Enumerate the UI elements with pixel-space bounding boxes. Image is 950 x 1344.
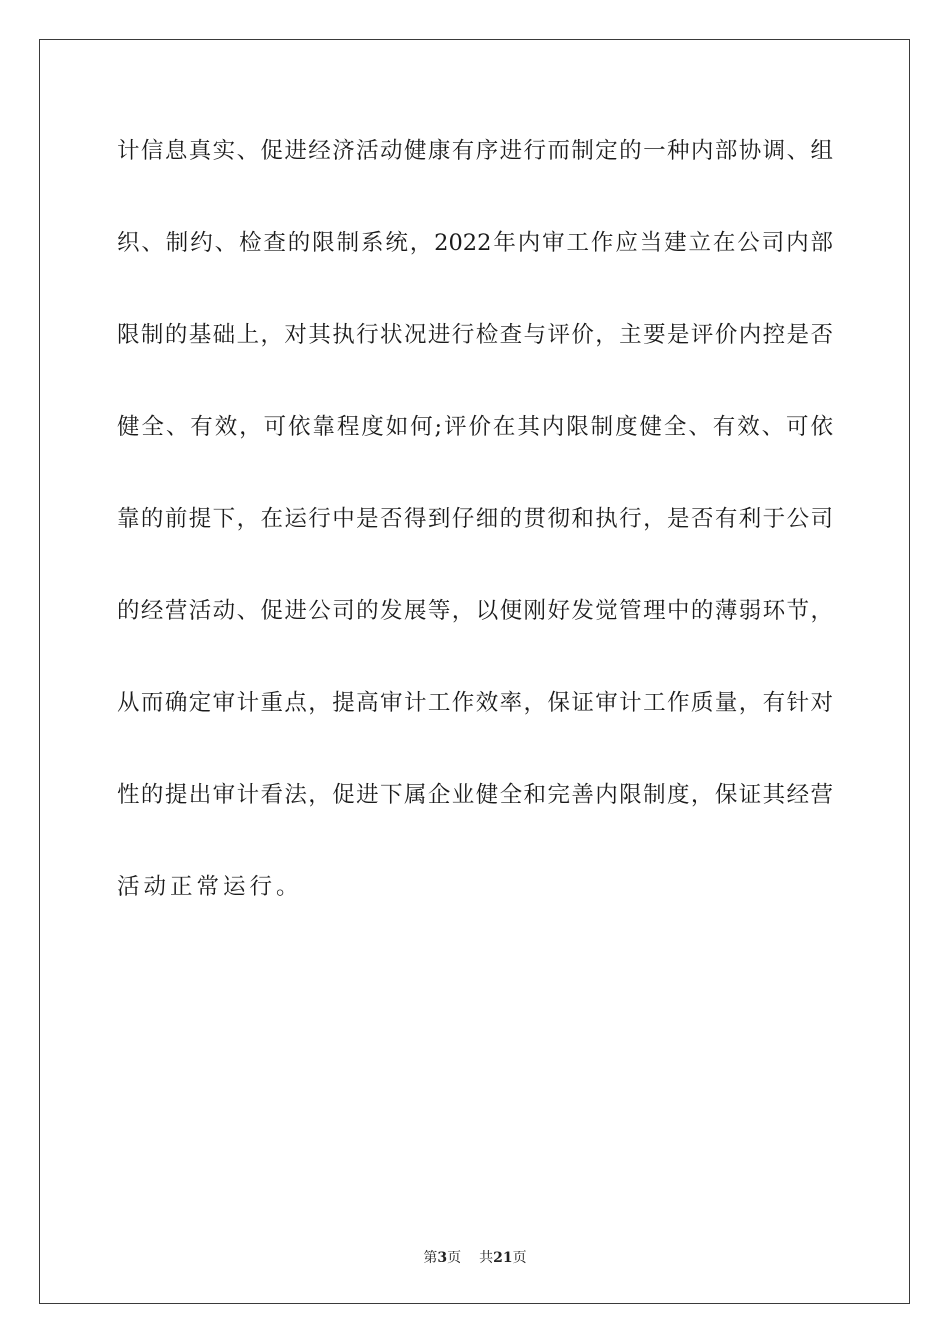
text-line-1: 计信息真实、促进经济活动健康有序进行而制定的一种内部协调、组 bbox=[117, 138, 833, 164]
text-line-2: 织、制约、检查的限制系统，2022年内审工作应当建立在公司内部 bbox=[117, 230, 833, 256]
text-line-9: 活动正常运行。 bbox=[117, 874, 303, 900]
page-label-suffix: 页 bbox=[447, 1250, 462, 1266]
text-line-5: 靠的前提下，在运行中是否得到仔细的贯彻和执行，是否有利于公司 bbox=[117, 506, 833, 532]
text-line-6: 的经营活动、促进公司的发展等，以便刚好发觉管理中的薄弱环节， bbox=[117, 598, 833, 624]
page-footer bbox=[0, 1247, 950, 1267]
text-line-4: 健全、有效，可依靠程度如何;评价在其内限制度健全、有效、可依 bbox=[117, 414, 833, 440]
current-page-number: 3 bbox=[437, 1250, 448, 1266]
text-line-8: 性的提出审计看法，促进下属企业健全和完善内限制度，保证其经营 bbox=[117, 782, 833, 808]
text-line-3: 限制的基础上，对其执行状况进行检查与评价，主要是评价内控是否 bbox=[117, 322, 833, 348]
text-line-7: 从而确定审计重点，提高审计工作效率，保证审计工作质量，有针对 bbox=[117, 690, 833, 716]
total-label-prefix: 共 bbox=[479, 1250, 494, 1266]
total-label-suffix: 页 bbox=[512, 1250, 527, 1266]
total-page-count: 21 bbox=[493, 1250, 513, 1266]
document-body bbox=[117, 128, 833, 956]
page-label-prefix: 第 bbox=[423, 1250, 438, 1266]
